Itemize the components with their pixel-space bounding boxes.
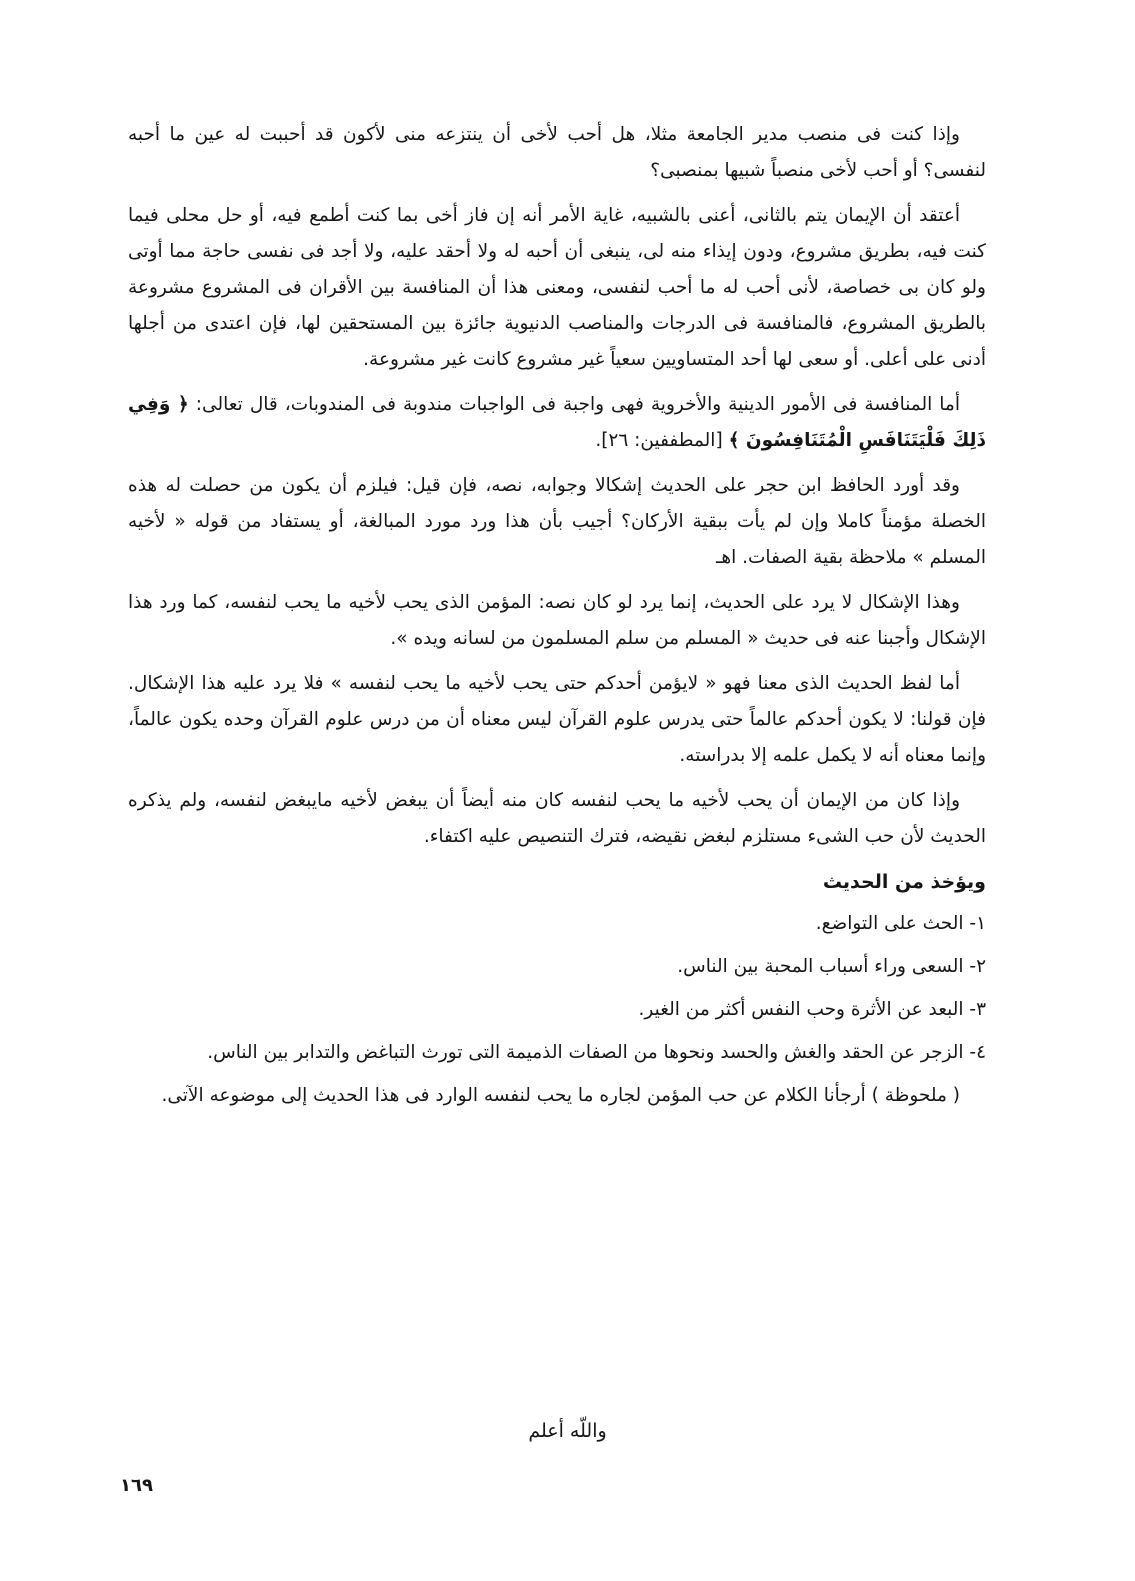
quran-verse: ﴿ وَفِي ذَلِكَ فَلْيَتَنَافَسِ الْمُتَنَافِسُونَ ﴾ <box>128 394 986 451</box>
paragraph-hadith-wording: أما لفظ الحديث الذى معنا فهو « لايؤمن أحدكم حتى يحب لأخيه ما يحب لنفسه » فلا يرد عليه هذا الإشكال. فإن قولنا: لا يكون أحدكم عالماً حتى يدرس علوم القرآن ليس معناه أن من درس علوم القرآن وحده يكون عالماً، وإنما معناه أنه لا يكمل علمه إلا بدراسته. <box>128 673 986 766</box>
page-body <box>128 117 986 1123</box>
paragraph-ibn-hajar: وقد أورد الحافظ ابن حجر على الحديث إشكالا وجوابه، نصه، فإن قيل: فيلزم أن يكون من حصلت له هذه الخصلة مؤمناً كاملا وإن لم يأت ببقية الأركان؟ أجيب بأن هذا ورد مورد المبالغة، أو يستفاد من قوله « لأخيه المسلم » ملاحظة بقية الصفات. اهـ <box>128 475 986 568</box>
closing-phrase: واللّه أعلم <box>528 1420 607 1442</box>
lesson-item: ١- الحث على التواضع. <box>815 913 986 934</box>
lesson-item: ٣- البعد عن الأثرة وحب النفس أكثر من الغير. <box>638 999 986 1020</box>
paragraph-hate-for-brother: وإذا كان من الإيمان أن يحب لأخيه ما يحب لنفسه كان منه أيضاً أن يبغض لأخيه مايبغض لنفسه، ولم يذكره الحديث لأن حب الشىء مستلزم لبغض نقيضه، فترك التنصيص عليه اكتفاء. <box>128 790 986 847</box>
lesson-item: ٤- الزجر عن الحقد والغش والحسد ونحوها من الصفات الذميمة التى تورث التباغض والتدابر بين الناس. <box>207 1042 986 1063</box>
page-number: ١٦٩ <box>120 1475 153 1496</box>
paragraph-religious-competition <box>128 387 986 459</box>
quran-citation: [المطففين: ٢٦]. <box>595 430 723 451</box>
paragraph-faith-explanation: أعتقد أن الإيمان يتم بالثانى، أعنى بالشبيه، غاية الأمر أنه إن فاز أخى بما كنت أطمع فيه، أو حل محلى فيما كنت فيه، بطريق مشروع، ودون إيذاء منه لى، ينبغى أن أحبه له ولا أحقد عليه، ولا أجد فى نفسى حاجة مما أوتى ولو كان بى خصاصة، لأنى أحب له ما أحب لنفسى، ومعنى هذا أن المنافسة بين الأقران فى المشروع مشروعة بالطريق المشروع، فالمنافسة فى الدرجات والمناصب الدنيوية جائزة بين المستحقين لها، فإن اعتدى من أجلها أدنى على أعلى. أو سعى لها أحد المتساويين سعياً غير مشروع كانت غير مشروعة. <box>128 205 986 370</box>
quran-intro-text: أما المنافسة فى الأمور الدينية والأخروية فهى واجبة فى الواجبات مندوبة فى المندوبات، قال تعالى: <box>188 394 960 415</box>
paragraph-problem-response: وهذا الإشكال لا يرد على الحديث، إنما يرد لو كان نصه: المؤمن الذى يحب لأخيه ما يحب لنفسه، كما ورد هذا الإشكال وأجبنا عنه فى حديث « المسلم من سلم المسلمون من لسانه ويده ». <box>128 592 986 649</box>
lessons-heading: ويؤخذ من الحديث <box>822 871 986 893</box>
note-paragraph: ( ملحوظة ) أرجأنا الكلام عن حب المؤمن لجاره ما يحب لنفسه الوارد فى هذا الحديث إلى موضوعه الآتى. <box>161 1085 960 1106</box>
paragraph-manager-example: وإذا كنت فى منصب مدير الجامعة مثلا، هل أحب لأخى أن ينتزعه منى لأكون قد أحببت له عين ما أحبه لنفسى؟ أو أحب لأخى منصباً شبيها بمنصبى؟ <box>128 124 986 181</box>
lesson-item: ٢- السعى وراء أسباب المحبة بين الناس. <box>677 956 986 977</box>
